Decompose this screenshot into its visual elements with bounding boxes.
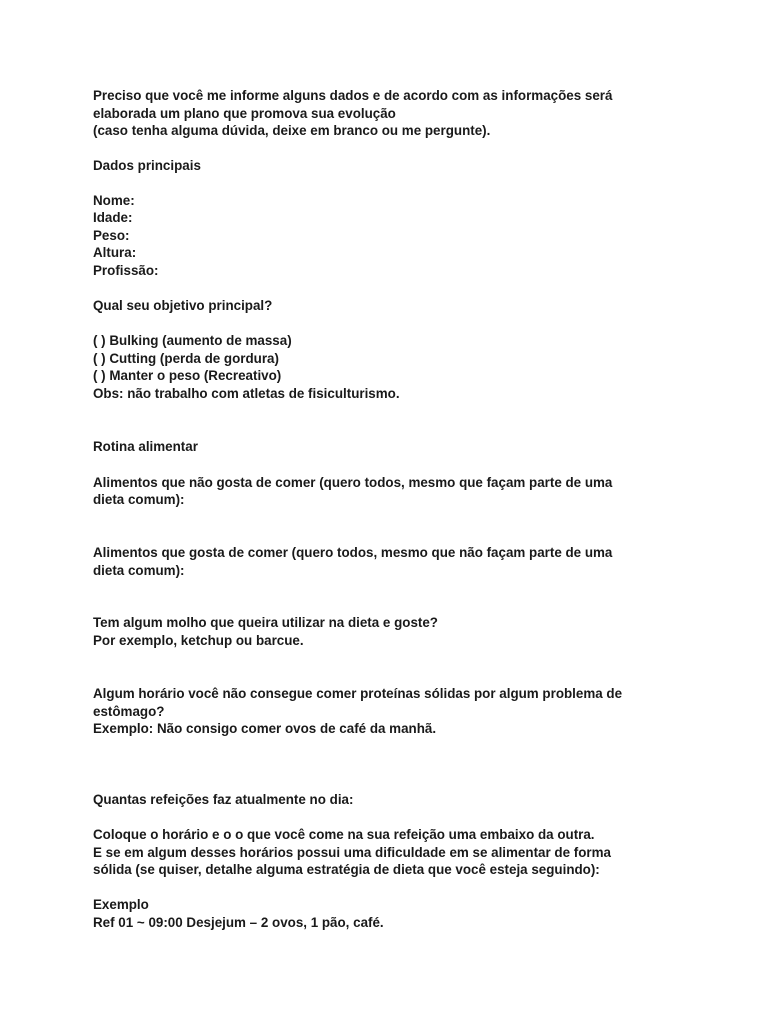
objetivo-obs: Obs: não trabalho com atletas de fisiculturismo. <box>93 386 400 401</box>
field-peso: Peso: <box>93 228 130 243</box>
objetivo-option-cutting: ( ) Cutting (perda de gordura) <box>93 351 279 366</box>
intro-line-3: (caso tenha alguma dúvida, deixe em branco ou me pergunte). <box>93 123 491 138</box>
field-nome: Nome: <box>93 193 135 208</box>
field-profissao: Profissão: <box>93 263 159 278</box>
dados-principais-heading: Dados principais <box>93 158 201 173</box>
instrucoes-line-3: sólida (se quiser, detalhe alguma estratégia de dieta que você esteja seguindo): <box>93 862 600 877</box>
nao-gosta-line-1: Alimentos que não gosta de comer (quero todos, mesmo que façam parte de uma <box>93 475 613 490</box>
intro-line-2: elaborada um plano que promova sua evolução <box>93 106 396 121</box>
exemplo-label: Exemplo <box>93 897 149 912</box>
objetivo-question: Qual seu objetivo principal? <box>93 298 273 313</box>
objetivo-option-manter: ( ) Manter o peso (Recreativo) <box>93 368 282 383</box>
horario-line-1: Algum horário você não consegue comer proteínas sólidas por algum problema de <box>93 686 623 701</box>
exemplo-line: Ref 01 ~ 09:00 Desjejum – 2 ovos, 1 pão, café. <box>93 915 384 930</box>
instrucoes-line-2: E se em algum desses horários possui uma dificuldade em se alimentar de forma <box>93 845 611 860</box>
horario-line-3: Exemplo: Não consigo comer ovos de café da manhã. <box>93 721 437 736</box>
field-altura: Altura: <box>93 245 137 260</box>
rotina-heading: Rotina alimentar <box>93 439 198 454</box>
gosta-line-2: dieta comum): <box>93 563 185 578</box>
nao-gosta-line-2: dieta comum): <box>93 492 185 507</box>
refeicoes-question: Quantas refeições faz atualmente no dia: <box>93 792 354 807</box>
intro-line-1: Preciso que você me informe alguns dados e de acordo com as informações será <box>93 88 613 103</box>
molho-line-2: Por exemplo, ketchup ou barcue. <box>93 633 304 648</box>
horario-line-2: estômago? <box>93 704 165 719</box>
objetivo-option-bulking: ( ) Bulking (aumento de massa) <box>93 333 292 348</box>
molho-line-1: Tem algum molho que queira utilizar na dieta e goste? <box>93 615 438 630</box>
instrucoes-line-1: Coloque o horário e o o que você come na sua refeição uma embaixo da outra. <box>93 827 595 842</box>
gosta-line-1: Alimentos que gosta de comer (quero todos, mesmo que não façam parte de uma <box>93 545 613 560</box>
field-idade: Idade: <box>93 210 133 225</box>
